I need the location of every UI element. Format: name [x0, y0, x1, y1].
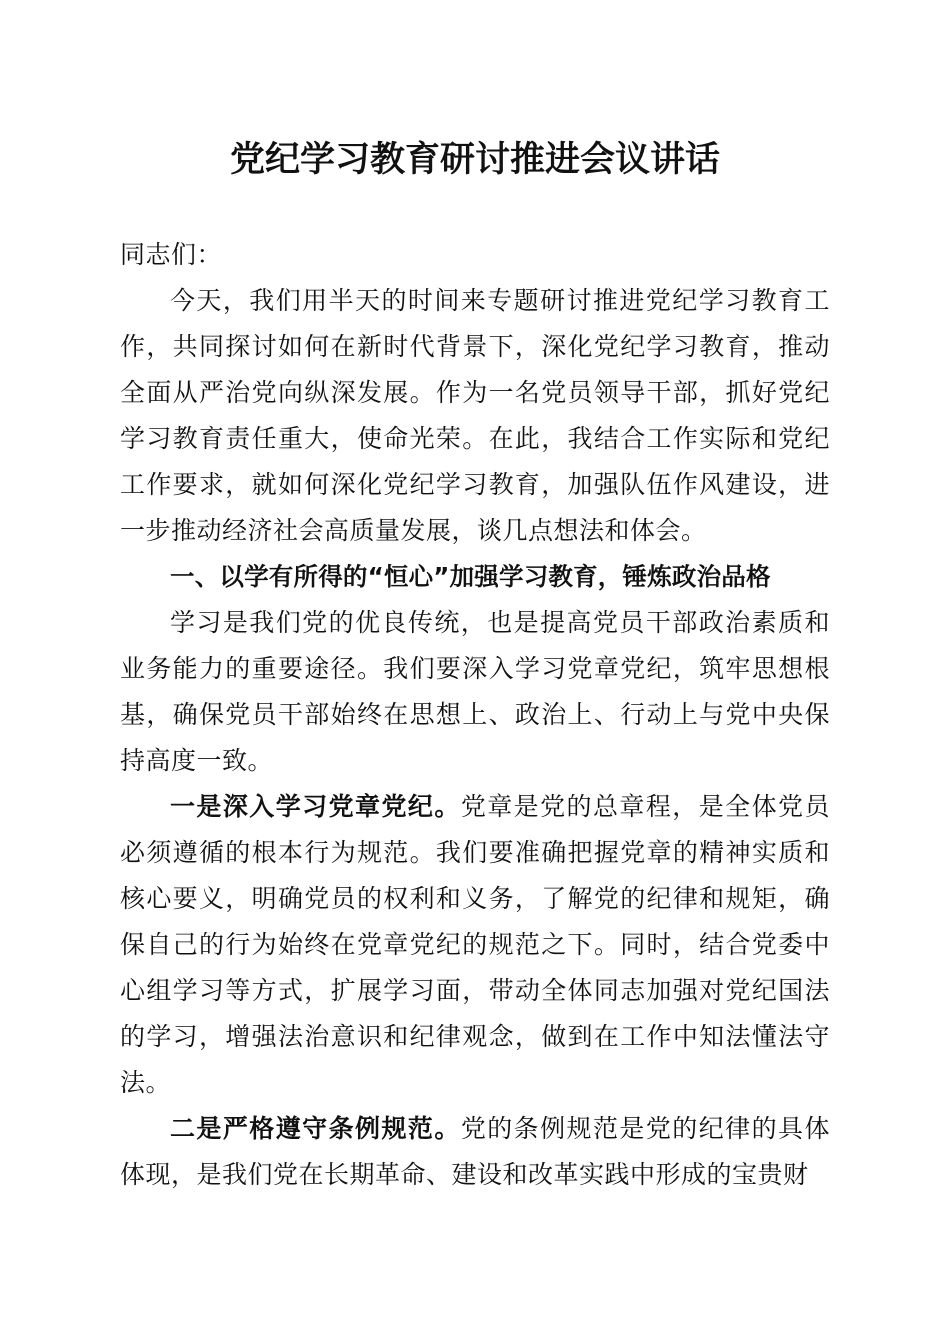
paragraph-text: 学习是我们党的优良传统，也是提高党员干部政治素质和业务能力的重要途径。我们要深入学习党章党纪，筑牢思想根基，确保党员干部始终在思想上、政治上、行动上与党中央保持高度一致。	[120, 608, 830, 775]
paragraph-lead: 二是严格遵守条例规范。	[170, 1114, 461, 1143]
section-heading-1: 一、以学有所得的“恒心”加强学习教育，锤炼政治品格	[170, 562, 771, 591]
salutation: 同志们：	[120, 240, 223, 269]
paragraph-text: 党章是党的总章程，是全体党员必须遵循的根本行为规范。我们要准确把握党章的精神实质和核心要义，明确党员的权利和义务，了解党的纪律和规矩，确保自己的行为始终在党章党纪的规范之下。同时，结合党委中心组学习等方式，扩展学习面，带动全体同志加强对党纪国法的学习，增强法治意识和纪律观念，做到在工作中知法懂法守法。	[120, 792, 830, 1097]
paragraph-intro	[120, 278, 830, 554]
paragraph-point-2	[120, 1106, 830, 1198]
paragraph-point-1	[120, 784, 830, 1106]
document-body	[120, 232, 830, 1198]
paragraph-study	[120, 600, 830, 784]
paragraph-text: 党的条例规范是党的纪律的具体体现，是我们党在长期革命、建设和改革实践中形成的宝贵财	[120, 1114, 830, 1189]
document-title: 党纪学习教育研讨推进会议讲话	[229, 139, 720, 180]
paragraph-lead: 一是深入学习党章党纪。	[170, 792, 461, 821]
paragraph-text: 今天，我们用半天的时间来专题研讨推进党纪学习教育工作，共同探讨如何在新时代背景下，深化党纪学习教育，推动全面从严治党向纵深发展。作为一名党员领导干部，抓好党纪学习教育责任重大，使命光荣。在此，我结合工作实际和党纪工作要求，就如何深化党纪学习教育，加强队伍作风建设，进一步推动经济社会高质量发展，谈几点想法和体会。	[120, 286, 830, 545]
